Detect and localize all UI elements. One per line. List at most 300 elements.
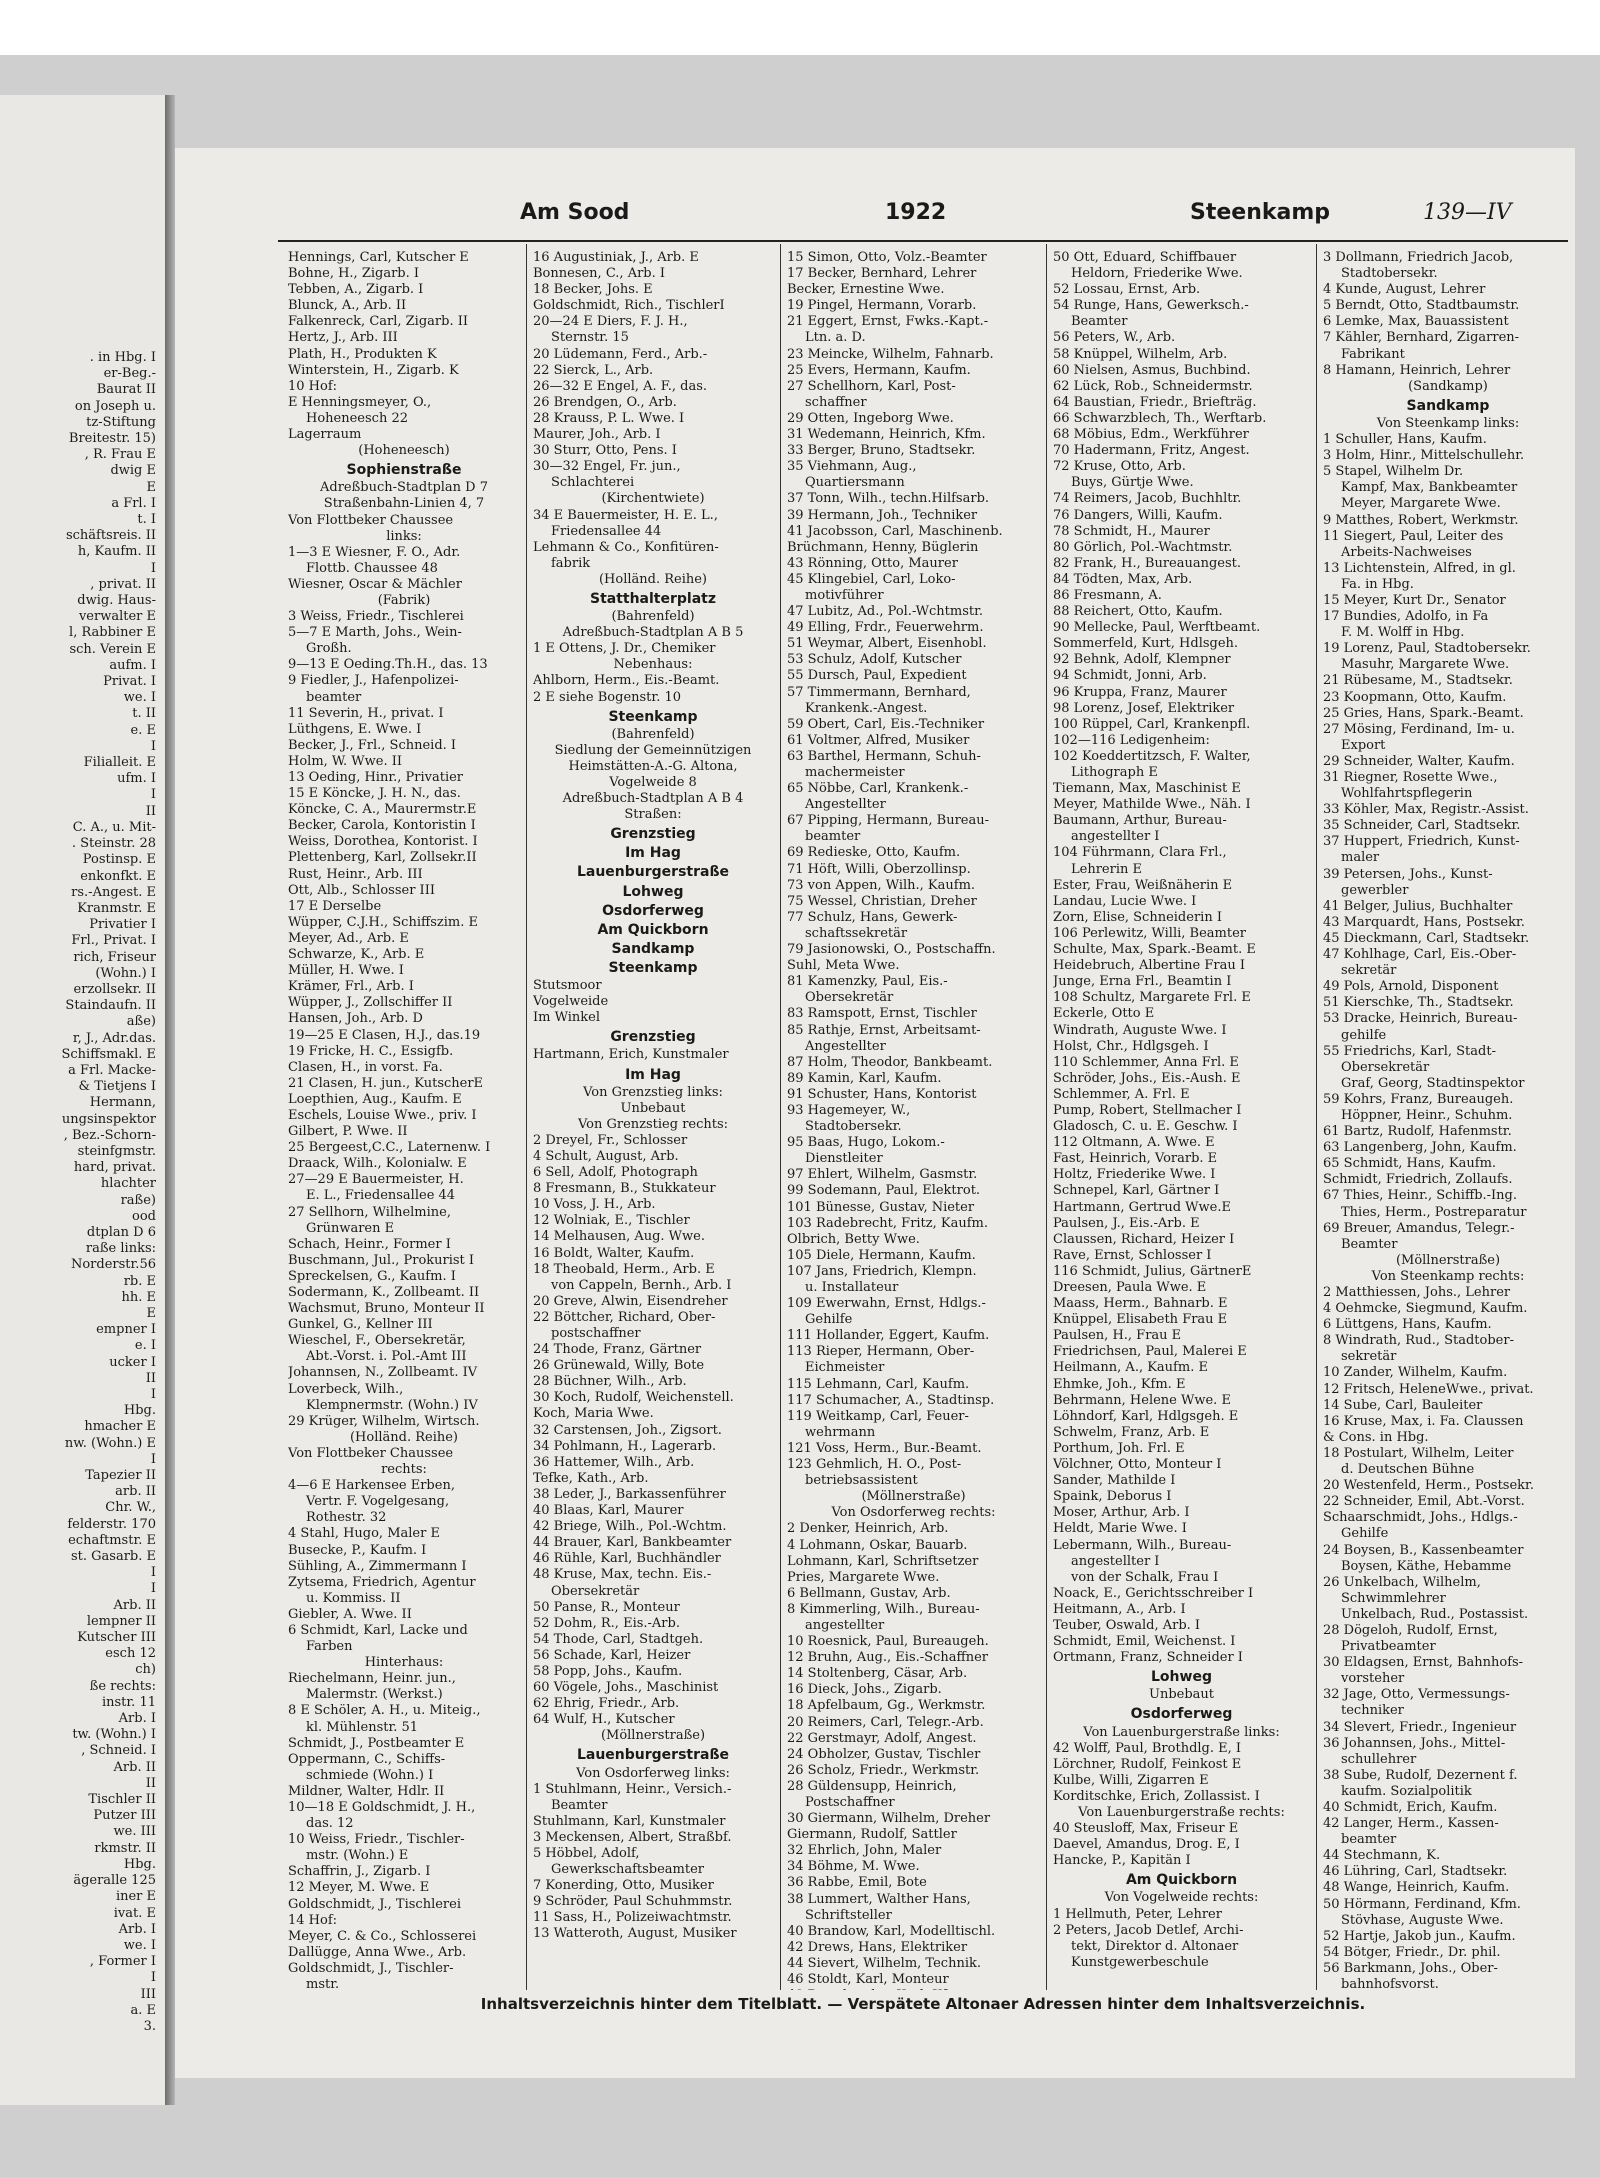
left-page-fragment: I (150, 787, 156, 803)
entry-line: Schmidt, Emil, Weichenst. I (1053, 1634, 1236, 1650)
left-page-fragment: lempner II (86, 1613, 156, 1629)
entry-line: postschaffner (551, 1326, 641, 1341)
entry-line: (Möllnerstraße) (861, 1489, 966, 1505)
left-page-fragment: , Bez.-Schorn- (63, 1127, 156, 1143)
entry-line: 67 Pipping, Hermann, Bureau- (787, 813, 990, 829)
entry-line: beamter (306, 689, 362, 705)
entry-line: 17 E Derselbe (288, 898, 382, 914)
column-divider (526, 244, 527, 1990)
entry-line: 22 Gerstmayr, Adolf, Angest. (787, 1730, 977, 1746)
entry-line: Sodermann, K., Zollbeamt. II (288, 1285, 480, 1300)
entry-line: Dallügge, Anna Wwe., Arb. (288, 1944, 467, 1960)
entry-line: techniker (1341, 1703, 1404, 1719)
entry-line: 62 Lück, Rob., Schneidermstr. (1053, 378, 1253, 394)
entry-line: 43 Rönning, Otto, Maurer (787, 555, 958, 571)
entry-line: Behrmann, Helene Wwe. E (1053, 1392, 1231, 1408)
entry-line: 20 Westenfeld, Herm., Postsekr. (1323, 1478, 1534, 1494)
entry-line: 63 Langenberg, John, Kaufm. (1323, 1140, 1517, 1156)
entry-line: Becker, Ernestine Wwe. (787, 282, 945, 298)
entry-line: Gehilfe (1341, 1526, 1389, 1542)
entry-line: Spaink, Deborus I (1053, 1489, 1172, 1505)
entry-line: 49 Elling, Frdr., Feuerwehrm. (787, 620, 984, 636)
entry-line: Falkenreck, Carl, Zigarb. II (288, 314, 468, 330)
entry-line: 25 Gries, Hans, Spark.-Beamt. (1323, 705, 1524, 721)
entry-line: Koch, Maria Wwe. (533, 1406, 654, 1422)
left-page-fragment: echaftmstr. E (68, 1532, 156, 1548)
entry-line: 8 Fresmann, B., Stukkateur (533, 1181, 716, 1197)
entry-line: Export (1341, 737, 1386, 753)
entry-line: 113 Rieper, Hermann, Ober- (787, 1344, 975, 1360)
entry-line: 36 Hattemer, Wilh., Arb. (533, 1454, 695, 1470)
left-page-fragment: a. E (130, 2002, 156, 2018)
entry-line: Malermstr. (Werkst.) (306, 1687, 443, 1703)
entry-line: 46 Lühring, Carl, Stadtsekr. (1323, 1864, 1508, 1880)
entry-line: Adreßbuch-Stadtplan A B 4 (562, 791, 744, 807)
entry-line: 36 Johannsen, Johs., Mittel- (1323, 1735, 1506, 1751)
entry-line: 96 Kruppa, Franz, Maurer (1053, 684, 1227, 700)
entry-line: Clasen, H., in vorst. Fa. (288, 1059, 443, 1075)
entry-line: Siedlung der Gemeinnützigen (554, 742, 752, 758)
left-page-fragment: Arb. I (118, 1711, 156, 1727)
left-page-fragment: e. E (130, 722, 156, 738)
entry-line: Goldschmidt, J., Tischler- (288, 1960, 454, 1976)
entry-line: Von Flottbeker Chaussee (288, 1445, 454, 1461)
entry-line: Bonnesen, C., Arb. I (533, 266, 666, 282)
entry-line: 11 Severin, H., privat. I (288, 705, 444, 721)
entry-line: 85 Rathje, Ernst, Arbeitsamt- (787, 1022, 981, 1038)
entry-line: 59 Obert, Carl, Eis.-Techniker (787, 716, 985, 732)
entry-line: 6 Lemke, Max, Bauassistent (1323, 314, 1509, 330)
entry-line: Vertr. F. Vogelgesang, (306, 1494, 450, 1510)
street-heading: Sandkamp (611, 940, 695, 957)
entry-line: 46 Rühle, Karl, Buchhändler (533, 1551, 721, 1567)
entry-line: 95 Baas, Hugo, Lokom.- (787, 1135, 945, 1151)
entry-line: 12 Bruhn, Aug., Eis.-Schaffner (787, 1650, 988, 1666)
entry-line: 20 Lüdemann, Ferd., Arb.- (533, 346, 708, 362)
entry-line: Sander, Mathilde I (1053, 1473, 1176, 1489)
left-page-fragment: Hbg. (123, 1403, 156, 1419)
entry-line: Großh. (306, 641, 352, 657)
left-page-fragment: dtplan D 6 (86, 1224, 156, 1240)
entry-line: Kulbe, Willi, Zigarren E (1053, 1772, 1209, 1788)
entry-line: Noack, E., Gerichtsschreiber I (1053, 1585, 1254, 1601)
entry-line: Tebben, A., Zigarb. I (288, 282, 424, 298)
entry-line: 86 Fresmann, A. (1053, 587, 1162, 603)
entry-line: 10 Hof: (288, 378, 338, 394)
left-page-fragment: we. III (113, 1824, 156, 1840)
entry-line: 1 Hellmuth, Peter, Lehrer (1053, 1906, 1222, 1922)
entry-line: Graf, Georg, Stadtinspektor (1341, 1075, 1525, 1091)
entry-line: (Möllnerstraße) (600, 1728, 706, 1744)
entry-line: angestellter I (1071, 829, 1160, 845)
entry-line: Dienstleiter (805, 1151, 883, 1167)
entry-line: Giermann, Rudolf, Sattler (787, 1827, 957, 1843)
street-heading: Osdorferweg (1130, 1706, 1233, 1723)
entry-line: Sühling, A., Zimmermann I (288, 1558, 467, 1574)
entry-line: Goldschmidt, J., Tischlerei (288, 1896, 461, 1912)
entry-line: Kampf, Max, Bankbeamter (1341, 480, 1518, 496)
left-page-fragment: 3. (143, 2018, 156, 2034)
entry-line: Heilmann, A., Kaufm. E (1053, 1360, 1208, 1376)
left-page-fragment: , R. Frau E (84, 447, 156, 463)
entry-line: Maurer, Joh., Arb. I (533, 427, 661, 443)
entry-line: 23 Koopmann, Otto, Kaufm. (1323, 689, 1507, 705)
entry-line: 67 Thies, Heinr., Schiffb.-Ing. (1323, 1188, 1518, 1204)
entry-line: 26 Brendgen, O., Arb. (533, 394, 677, 410)
entry-line: Eschels, Louise Wwe., priv. I (288, 1107, 477, 1123)
entry-line: schmiede (Wohn.) I (306, 1767, 434, 1783)
entry-line (787, 1988, 1040, 1990)
entry-line: Stadtobersekr. (805, 1119, 902, 1135)
left-page-fragment: I (150, 560, 156, 576)
entry-line: 18 Postulart, Wilhelm, Leiter (1323, 1445, 1514, 1461)
entry-line: 52 Lossau, Ernst, Arb. (1053, 282, 1201, 298)
entry-line: 14 Hof: (288, 1912, 338, 1928)
entry-line: Hoheneesch 22 (306, 410, 408, 426)
entry-line: Obersekretär (551, 1583, 640, 1599)
entry-line: machermeister (805, 765, 905, 780)
entry-line: Fabrikant (1341, 346, 1405, 362)
entry-line: 81 Kamenzky, Paul, Eis.- (787, 974, 948, 990)
entry-line: 10 Weiss, Friedr., Tischler- (288, 1832, 465, 1848)
entry-line: Boysen, Käthe, Hebamme (1341, 1558, 1512, 1574)
left-page-fragment: E (146, 1305, 156, 1321)
entry-line: Gunkel, G., Kellner III (288, 1317, 433, 1333)
entry-line: 46 Stoldt, Karl, Monteur (787, 1972, 949, 1988)
left-page-fragment: . in Hbg. I (89, 350, 156, 365)
entry-line: 6 Schmidt, Karl, Lacke und (288, 1622, 468, 1638)
entry-line: Meyer, Ad., Arb. E (288, 930, 409, 946)
entry-line: Angestellter (805, 797, 886, 813)
entry-line: Moser, Arthur, Arb. I (1053, 1505, 1190, 1521)
entry-line: Ltn. a. D. (805, 330, 866, 346)
entry-line: 69 Breuer, Amandus, Telegr.- (1323, 1220, 1515, 1236)
entry-line: Loepthien, Aug., Kaufm. E (288, 1091, 462, 1107)
entry-line: Lörchner, Rudolf, Feinkost E (1053, 1756, 1242, 1772)
entry-line: 6 Bellmann, Gustav, Arb. (787, 1585, 951, 1601)
entry-line: 61 Bartz, Rudolf, Hafenmstr. (1323, 1124, 1512, 1140)
entry-line: Teuber, Oswald, Arb. I (1053, 1617, 1201, 1633)
left-page-fragment: II (145, 1775, 156, 1791)
left-page-fragment: Schiffsmakl. E (61, 1046, 156, 1062)
entry-line: Fast, Heinrich, Vorarb. E (1053, 1151, 1218, 1167)
entry-line: gehilfe (1341, 1027, 1387, 1043)
entry-line: Schaarschmidt, Johs., Hdlgs.- (1323, 1510, 1518, 1526)
entry-line: Baumann, Arthur, Bureau- (1053, 813, 1227, 829)
entry-line: Obersekretär (1341, 1059, 1430, 1075)
entry-line: 123 Gehmlich, H. O., Post- (787, 1457, 962, 1473)
left-page-fragment: Arb. I (118, 1921, 156, 1937)
entry-line: Vogelweide 8 (609, 775, 697, 790)
entry-line: 92 Behnk, Adolf, Klempner (1053, 652, 1231, 668)
entry-line: 45 Dieckmann, Carl, Stadtsekr. (1323, 930, 1530, 946)
left-page-fragment: I (150, 1451, 156, 1467)
entry-line: 1 E Ottens, J. Dr., Chemiker (533, 641, 716, 657)
entry-line: Lehrerin E (1071, 861, 1142, 877)
entry-line: 69 Redieske, Otto, Kaufm. (787, 845, 961, 861)
entry-line: Ott, Alb., Schlosser III (288, 882, 435, 898)
left-page-fragment: on Joseph u. (74, 398, 156, 414)
entry-line: Eckerle, Otto E (1053, 1006, 1155, 1022)
left-page-fragment: I (150, 1581, 156, 1597)
entry-line: Straßenbahn-Linien 4, 7 (323, 496, 485, 512)
entry-line: Lehmann & Co., Konfitüren- (533, 539, 719, 555)
entry-line: Beamter (551, 1797, 608, 1813)
entry-line: Gladosch, C. u. E. Geschw. I (1053, 1119, 1238, 1135)
entry-line: 31 Riegner, Rosette Wwe., (1323, 770, 1498, 785)
entry-line: Porthum, Joh. Frl. E (1053, 1440, 1185, 1456)
entry-line: Eichmeister (805, 1360, 885, 1376)
entry-line: 9 Fiedler, J., Hafenpolizei- (288, 673, 459, 689)
entry-line: 12 Meyer, M. Wwe. E (288, 1880, 430, 1896)
left-page-fragment: Kutscher III (77, 1630, 156, 1646)
entry-line: 5 Höbbel, Adolf, (533, 1846, 640, 1861)
entry-line: Schaffrin, J., Zigarb. I (288, 1864, 431, 1880)
left-page-fragment: , Former I (89, 1954, 156, 1970)
entry-line: Olbrich, Betty Wwe. (787, 1231, 920, 1247)
entry-line: 21 Clasen, H. jun., KutscherE (288, 1075, 484, 1091)
left-page-fragment: instr. 11 (101, 1694, 156, 1710)
entry-line: 26—32 E Engel, A. F., das. (533, 378, 708, 394)
entry-line: Straßen: (624, 807, 682, 823)
entry-line: 16 Augustiniak, J., Arb. E (533, 250, 699, 265)
entry-line: Müller, H. Wwe. I (288, 963, 404, 979)
entry-line: Von Grenzstieg links: (583, 1084, 723, 1100)
entry-line: (Fabrik) (377, 592, 431, 608)
entry-line: 30—32 Engel, Fr. jun., (533, 459, 681, 475)
entry-line: 89 Kamin, Karl, Kaufm. (787, 1070, 942, 1086)
entry-line: Heimstätten-A.-G. Altona, (568, 758, 738, 774)
entry-line: 57 Timmermann, Bernhard, (787, 684, 971, 700)
entry-line: 13 Watteroth, August, Musiker (533, 1926, 737, 1942)
entry-line: angestellter (805, 1617, 885, 1633)
entry-line: sekretär (1341, 1349, 1397, 1365)
entry-line: 56 Peters, W., Arb. (1053, 330, 1176, 346)
entry-line: 82 Frank, H., Bureauangest. (1053, 555, 1242, 571)
entry-line: 34 Pohlmann, H., Lagerarb. (533, 1438, 717, 1454)
entry-line: 2 Matthiessen, Johs., Lehrer (1323, 1285, 1511, 1300)
left-page-fragment: dwig. Haus- (77, 593, 156, 609)
entry-line: 42 Drews, Hans, Elektriker (787, 1939, 968, 1955)
entry-line: 111 Hollander, Eggert, Kaufm. (787, 1328, 990, 1344)
entry-line: 54 Thode, Carl, Stadtgeh. (533, 1631, 704, 1647)
entry-line: 41 Jacobsson, Carl, Maschinenb. (787, 523, 1003, 539)
entry-line: Pump, Robert, Stellmacher I (1053, 1102, 1242, 1118)
entry-line: 50 Ott, Eduard, Schiffbauer (1053, 250, 1237, 265)
entry-line: 68 Möbius, Edm., Werkführer (1053, 427, 1249, 443)
entry-line: Adreßbuch-Stadtplan D 7 (319, 480, 489, 496)
left-page-fragment: iner E (115, 1889, 156, 1905)
entry-line: Schriftsteller (805, 1907, 892, 1923)
entry-line: betriebsassistent (805, 1473, 918, 1489)
entry-line: Holm, W. Wwe. II (288, 753, 402, 769)
entry-line: 19 Pingel, Hermann, Vorarb. (787, 298, 977, 314)
entry-line: 27—29 E Bauermeister, H. (288, 1172, 464, 1188)
entry-line: mstr. (Wohn.) E (306, 1848, 409, 1864)
entry-line: 48 Kruse, Max, techn. Eis.- (533, 1567, 712, 1583)
entry-line: 7 Konerding, Otto, Musiker (533, 1878, 714, 1894)
entry-line: Von Lauenburgerstraße links: (1083, 1724, 1280, 1740)
street-heading: Im Hag (625, 1066, 681, 1083)
entry-line: 53 Dracke, Heinrich, Bureau- (1323, 1011, 1518, 1027)
entry-line: Loverbeck, Wilh., (288, 1381, 404, 1397)
entry-line: 14 Sube, Carl, Bauleiter (1323, 1397, 1483, 1413)
entry-line: 1—3 E Wiesner, F. O., Adr. (288, 544, 461, 560)
entry-line: 109 Ewerwahn, Ernst, Hdlgs.- (787, 1296, 986, 1312)
entry-line: Wüpper, J., Zollschiffer II (288, 995, 453, 1011)
entry-line: 116 Schmidt, Julius, GärtnerE (1053, 1263, 1252, 1279)
left-page-fragment: a Frl. Macke- (68, 1062, 156, 1078)
entry-line: 21 Eggert, Ernst, Fwks.-Kapt.- (787, 314, 989, 330)
entry-line: 7 Kähler, Bernhard, Zigarren- (1323, 330, 1520, 346)
entry-line: 4 Lohmann, Oskar, Bauarb. (787, 1537, 968, 1553)
entry-line: Nebenhaus: (613, 657, 693, 673)
entry-line: (Holländ. Reihe) (349, 1429, 459, 1445)
entry-line: Gewerkschaftsbeamter (551, 1862, 704, 1878)
entry-line: beamter (1341, 1832, 1397, 1848)
left-page-fragment: hlachter (100, 1176, 156, 1192)
entry-line: 15 E Köncke, J. H. N., das. (288, 786, 461, 802)
entry-line: 102 Koeddertitzsch, F. Walter, (1053, 748, 1251, 764)
entry-line: mstr. (306, 1977, 340, 1990)
entry-line: Daevel, Amandus, Drog. E, I (1053, 1837, 1240, 1853)
entry-line: Von Grenzstieg rechts: (577, 1116, 729, 1132)
street-heading: Lohweg (1151, 1669, 1212, 1686)
left-page-fragment: ood (132, 1208, 156, 1224)
entry-line: 28 Büchner, Wilh., Arb. (533, 1374, 687, 1390)
entry-line: 4—6 E Harkensee Erben, (288, 1478, 455, 1494)
entry-line: 36 Rabbe, Emil, Bote (787, 1875, 927, 1891)
entry-line: Schlachterei (551, 475, 635, 491)
entry-line: Rust, Heinr., Arb. III (288, 866, 423, 882)
entry-line: 3 Weiss, Friedr., Tischlerei (288, 609, 464, 625)
entry-line: 10—18 E Goldschmidt, J. H., (288, 1800, 476, 1815)
entry-line: Oppermann, C., Schiffs- (288, 1751, 446, 1767)
entry-line: Weiss, Dorothea, Kontorist. I (288, 834, 478, 850)
entry-line: schaffner (805, 394, 867, 410)
entry-line: Schmidt, J., Postbeamter E (288, 1735, 465, 1751)
entry-line: 112 Oltmann, A. Wwe. E (1053, 1135, 1215, 1151)
left-page-fragment: & Tietjens I (78, 1079, 156, 1095)
entry-line: Heidebruch, Albertine Frau I (1053, 958, 1246, 974)
entry-line: Maass, Herm., Bahnarb. E (1053, 1296, 1228, 1312)
entry-line: Lebermann, Wilh., Bureau- (1053, 1537, 1232, 1553)
left-page-fragment: Tischler II (88, 1792, 156, 1808)
left-page-fragment: E (146, 479, 156, 495)
entry-line: 51 Weymar, Albert, Eisenhobl. (787, 636, 987, 652)
entry-line: 25 Evers, Hermann, Kaufm. (787, 362, 971, 378)
left-page-fragment: aße) (126, 1014, 156, 1030)
entry-line: Korditschke, Erich, Zollassist. I (1053, 1788, 1260, 1804)
left-page-fragment: III (140, 1986, 156, 2002)
entry-line: 53 Schulz, Adolf, Kutscher (787, 652, 962, 668)
entry-line: 38 Leder, J., Barkassenführer (533, 1486, 726, 1502)
entry-line: 23 Meincke, Wilhelm, Fahnarb. (787, 346, 994, 362)
entry-line: Von Flottbeker Chaussee (288, 512, 454, 528)
entry-line: Landau, Lucie Wwe. I (1053, 893, 1197, 909)
entry-line: 52 Dohm, R., Eis.-Arb. (533, 1615, 680, 1631)
left-page-fragment: Hbg. (123, 1856, 156, 1872)
street-heading: Am Quickborn (1125, 1872, 1238, 1889)
entry-line: Junge, Erna Frl., Beamtin I (1053, 974, 1232, 990)
left-page-fragment: (Wohn.) I (95, 965, 156, 981)
entry-line: Plath, H., Produkten K (288, 346, 437, 362)
entry-line: Hartmann, Gertrud Wwe.E (1053, 1199, 1231, 1215)
left-page-fragment: arb. II (115, 1484, 156, 1500)
entry-line: Heldorn, Friederike Wwe. (1071, 266, 1243, 282)
entry-line: 2 E siehe Bogenstr. 10 (533, 689, 682, 705)
entry-line: Mildner, Walter, Hdlr. II (288, 1783, 445, 1799)
entry-line: 39 Petersen, Johs., Kunst- (1323, 866, 1493, 882)
entry-line: Brüchmann, Henny, Büglerin (787, 539, 979, 555)
left-page-fragment: rich, Friseur (73, 949, 156, 965)
street-heading: Im Hag (625, 845, 681, 862)
left-page-fragment: Breitestr. 15) (68, 431, 156, 447)
street-heading: Grenzstieg (610, 1029, 696, 1046)
entry-line: links: (386, 528, 422, 544)
column-5 (1323, 250, 1573, 1990)
left-page-fragment: ch) (135, 1662, 156, 1678)
entry-line: Meyer, C. & Co., Schlosserei (288, 1928, 477, 1944)
left-page-text (0, 350, 162, 2035)
entry-line: Suhl, Meta Wwe. (787, 958, 900, 974)
header-rule (278, 240, 1568, 242)
entry-line: Grünwaren E (306, 1220, 395, 1236)
entry-line: Von Osdorferweg links: (576, 1765, 730, 1781)
left-page-fragment: ivat. E (113, 1905, 156, 1921)
entry-line: Ehmke, Joh., Kfm. E (1053, 1376, 1186, 1392)
left-page-fragment: l, Rabbiner E (69, 625, 156, 641)
entry-line: Winterstein, H., Zigarb. K (288, 362, 459, 378)
entry-line: Farben (306, 1639, 353, 1655)
entry-line: 9 Schröder, Paul Schuhmmstr. (533, 1894, 733, 1910)
entry-line: 24 Boysen, B., Kassenbeamter (1323, 1542, 1524, 1558)
entry-line: Flottb. Chaussee 48 (306, 560, 438, 576)
entry-line: Stuhlmann, Karl, Kunstmaler (533, 1813, 726, 1829)
entry-line: 27 Sellhorn, Wilhelmine, (288, 1204, 451, 1220)
entry-line: Goldschmidt, Rich., TischlerI (533, 298, 725, 314)
entry-line: Becker, J., Frl., Schneid. I (288, 737, 457, 753)
entry-line: 41 Belger, Julius, Buchhalter (1323, 898, 1513, 914)
entry-line: Abt.-Vorst. i. Pol.-Amt III (306, 1349, 467, 1365)
left-page-fragment: I (150, 738, 156, 754)
entry-line: Kunstgewerbeschule (1071, 1954, 1209, 1970)
entry-line: Beamter (1341, 1236, 1398, 1252)
left-page-fragment: Frl., Privat. I (71, 933, 156, 949)
entry-line: 47 Lubitz, Ad., Pol.-Wchtmstr. (787, 604, 984, 620)
left-page-fragment: Norderstr.56 (70, 1257, 156, 1273)
entry-line: Im Winkel (533, 1010, 600, 1026)
entry-line: maler (1341, 850, 1380, 866)
entry-line: 73 von Appen, Wilh., Kaufm. (787, 877, 976, 893)
entry-line: Stadtobersekr. (1341, 266, 1438, 282)
entry-line: Krämer, Frl., Arb. I (288, 979, 414, 995)
entry-line: bahnhofsvorst. (1341, 1977, 1439, 1990)
entry-line: Masuhr, Margarete Wwe. (1341, 657, 1510, 673)
entry-line: E Henningsmeyer, O., (288, 394, 432, 410)
entry-line: 13 Lichtenstein, Alfred, in gl. (1323, 560, 1516, 576)
left-page-fragment: hard, privat. (73, 1160, 156, 1176)
entry-line: 47 Kohlhage, Carl, Eis.-Ober- (1323, 947, 1517, 963)
left-page-fragment: Putzer III (93, 1808, 156, 1824)
left-page-fragment: enkonfkt. E (80, 868, 156, 884)
entry-line: 80 Görlich, Pol.-Wachtmstr. (1053, 539, 1233, 555)
column-1 (288, 250, 520, 1990)
entry-line: u. Installateur (805, 1280, 899, 1295)
left-page-fragment: erzollsekr. II (73, 981, 156, 997)
entry-line: schaftssekretär (805, 925, 908, 941)
left-page-fragment: dwig E (110, 463, 156, 479)
